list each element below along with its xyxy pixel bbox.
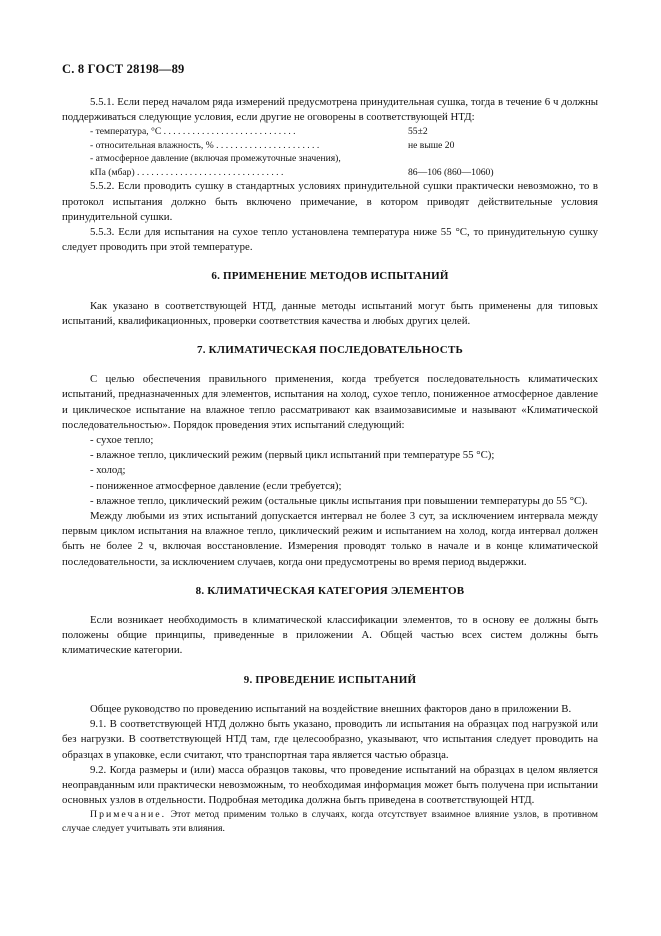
para-5-5-3: 5.5.3. Если для испытания на сухое тепло установлена температура ниже 55 °С, то принудительную сушку следует проводить при этой температуре.	[62, 226, 598, 254]
note-label: Примечание.	[90, 809, 167, 821]
list-item: - сухое тепло;	[90, 434, 154, 447]
note	[62, 808, 598, 836]
section-9-title: 9. ПРОВЕДЕНИЕ ИСПЫТАНИЙ	[243, 673, 417, 686]
para-5-5-2: 5.5.2. Если проводить сушку в стандартных условиях принудительной сушки практически невозможно, то в протокол испытания должно быть включено примечание, в котором приводят действительные условия принудительной сушки.	[62, 180, 598, 223]
section-8-title: 8. КЛИМАТИЧЕСКАЯ КАТЕГОРИЯ ЭЛЕМЕНТОВ	[195, 584, 465, 597]
page-header: С. 8 ГОСТ 28198—89	[62, 62, 185, 76]
condition-label: - относительная влажность, % . . . . . . . . . . . . . . . . . . . . . .	[90, 139, 320, 151]
condition-row-temperature	[62, 125, 598, 139]
para-9-intro: Общее руководство по проведению испытаний на воздействие внешних факторов дано в приложении В.	[90, 702, 572, 715]
list-item: - влажное тепло, циклический режим (остальные циклы испытания при повышении температуры до 55 °С).	[90, 494, 588, 507]
para-8: Если возникает необходимость в климатической классификации элементов, то в основу ее должны быть положены общие принципы, приведенные в приложении А. Общей частью всех систем должны быть климатические категории.	[62, 614, 598, 657]
para-5-5-1: 5.5.1. Если перед началом ряда измерений предусмотрена принудительная сушка, тогда в течение 6 ч должны поддерживаться следующие условия, если другие не оговорены в соответствующей НТД:	[62, 96, 598, 124]
para-7-intro: С целью обеспечения правильного применения, когда требуется последовательность климатических испытаний, предназначенных для элементов, испытания на холод, сухое тепло, пониженное атмосферное давление и циклическое испытание на влажное тепло рассматривают как взаимозависимые и называют «Климатической последовательностью». Порядок проведения этих испытаний следующий:	[62, 373, 598, 431]
list-item: - пониженное атмосферное давление (если требуется);	[90, 479, 342, 492]
para-9-1: 9.1. В соответствующей НТД должно быть указано, проводить ли испытания на образцах под нагрузкой или без нагрузки. В соответствующей НТД там, где целесообразно, указывают, что испытания следует проводить на образцах в упаковке, если считают, что транспортная тара является частью образца.	[62, 718, 598, 761]
condition-pressure-line: - атмосферное давление (включая промежуточные значения),	[90, 153, 341, 165]
note-text: Этот метод применим только в случаях, когда отсутствует взаимное влияние узлов, в противном случае следует учитывать эти влияния.	[62, 809, 598, 835]
section-7-title: 7. КЛИМАТИЧЕСКАЯ ПОСЛЕДОВАТЕЛЬНОСТЬ	[197, 344, 463, 357]
condition-row-humidity	[62, 139, 598, 153]
list-item: - холод;	[90, 464, 126, 477]
condition-value: 55±2	[408, 126, 428, 138]
document-body	[62, 95, 598, 836]
condition-value: 86—106 (860—1060)	[408, 166, 494, 178]
condition-label: - температура, °С . . . . . . . . . . . . . . . . . . . . . . . . . . . .	[90, 126, 296, 138]
section-6-title: 6. ПРИМЕНЕНИЕ МЕТОДОВ ИСПЫТАНИЙ	[211, 270, 449, 283]
condition-row-pressure	[62, 166, 598, 180]
para-7-interval: Между любыми из этих испытаний допускается интервал не более 3 сут, за исключением интервала между первым циклом испытания на влажное тепло, циклический режим и испытанием на холод, когда интервал должен быть не более 2 ч, включая восстановление. Измерения проводят только в начале и в конце климатической последовательности, за исключением случаев, когда они предусмотрены во время период выдержки.	[62, 510, 598, 568]
list-item: - влажное тепло, циклический режим (первый цикл испытаний при температуре 55 °С);	[90, 449, 495, 462]
para-9-2: 9.2. Когда размеры и (или) масса образцов таковы, что проведение испытаний на образцах в целом является неоправданным или практически невозможным, то необходимая информация может быть получена при испытании основных узлов в отдельности. Подробная методика должна быть приведена в соответствующей НТД.	[62, 763, 598, 807]
condition-value: не выше 20	[408, 139, 455, 151]
condition-label: кПа (мбар) . . . . . . . . . . . . . . . . . . . . . . . . . . . . . . .	[90, 166, 284, 178]
para-6: Как указано в соответствующей НТД, данные методы испытаний могут быть применены для типовых испытаний, квалификационных, проверки соответствия качества и любых других целей.	[62, 299, 598, 327]
